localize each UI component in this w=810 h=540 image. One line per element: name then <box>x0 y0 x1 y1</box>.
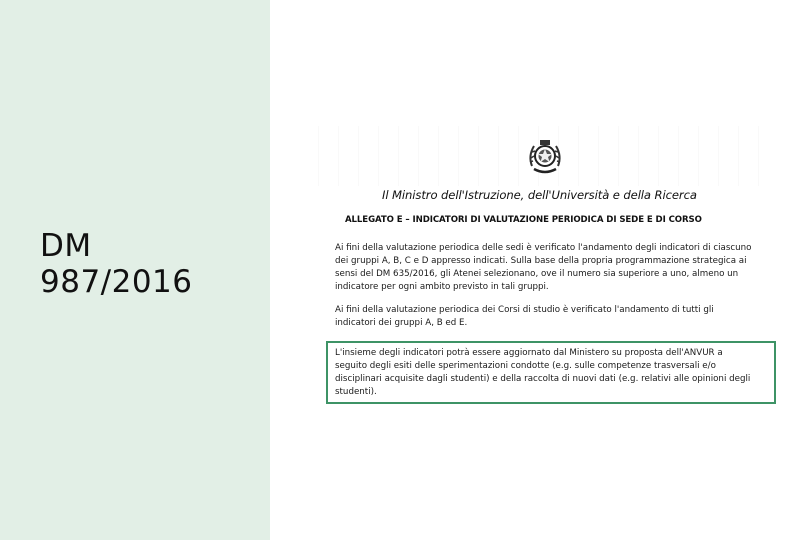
highlighted-paragraph-line: L'insieme degli indicatori potrà essere aggiornato dal Ministero su proposta dell'ANVUR a <box>335 348 723 358</box>
paragraph-1-line: Ai fini della valutazione periodica delle sedi è verificato l'andamento degli indicatori di ciascuno <box>335 243 752 253</box>
slide-title <box>40 228 193 300</box>
paragraph-2-line: Ai fini della valutazione periodica dei Corsi di studio è verificato l'andamento di tutti gli <box>335 305 714 315</box>
document-section-title: ALLEGATO E – INDICATORI DI VALUTAZIONE PERIODICA DI SEDE E DI CORSO <box>345 215 702 225</box>
highlighted-paragraph-line: disciplinari acquisite dagli studenti) e della raccolta di nuovi dati (e.g. relativi alle opinioni degli <box>335 374 751 384</box>
slide-title-line-2: 987/2016 <box>40 264 193 300</box>
highlighted-paragraph-line: studenti). <box>335 387 377 397</box>
italian-emblem-icon <box>526 136 564 176</box>
paragraph-1-line: sensi del DM 635/2016, gli Atenei selezionano, ove il numero sia superiore a uno, almeno un <box>335 269 739 279</box>
paragraph-1-line: indicatore per ogni ambito previsto in tali gruppi. <box>335 282 549 292</box>
document-header: Il Ministro dell'Istruzione, dell'Università e della Ricerca <box>382 188 697 202</box>
paragraph-2-line: indicatori dei gruppi A, B ed E. <box>335 318 468 328</box>
slide-title-line-1: DM <box>40 228 92 264</box>
highlighted-paragraph-line: seguito degli esiti delle sperimentazioni condotte (e.g. sulle competenze trasversali e/o <box>335 361 716 371</box>
paragraph-1-line: dei gruppi A, B, C e D appresso indicati. Sulla base della propria programmazione strategica ai <box>335 256 747 266</box>
